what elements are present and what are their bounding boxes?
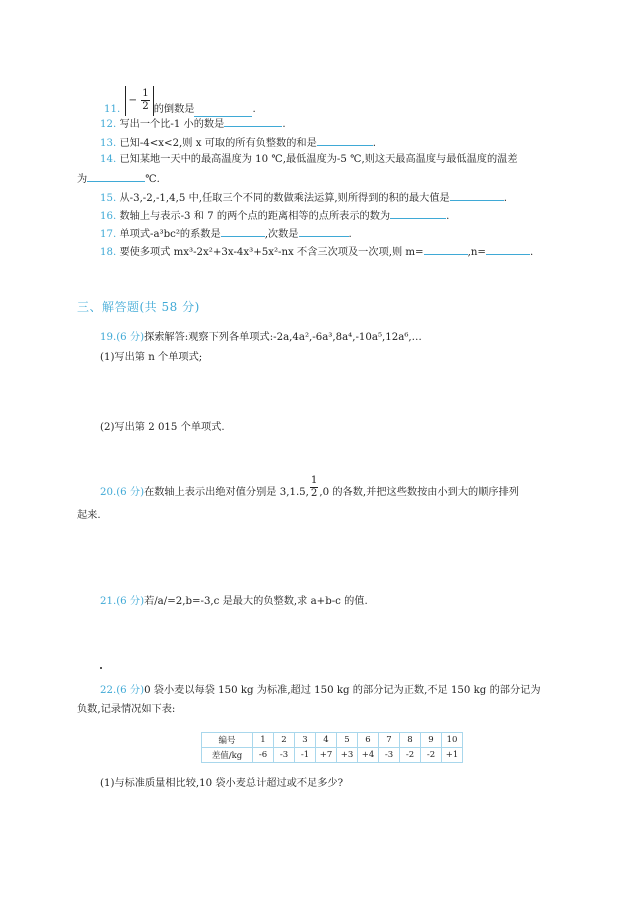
question-text: ,0 的各数,并把这些数按由小到大的顺序排列 (319, 487, 519, 498)
fraction-numerator: 1 (142, 87, 149, 99)
question-text: 从-3,-2,-1,4,5 中,任取三个不同的数做乘法运算,则所得到的积的最大值是 (119, 193, 450, 204)
table-header: 差值/kg (202, 748, 253, 763)
table-cell: 8 (400, 733, 421, 748)
question-number: 19. (100, 332, 117, 343)
fraction-numerator: 1 (310, 475, 318, 486)
question-text: 写出一个比-1 小的数是 (119, 119, 225, 130)
minus-sign: − (128, 95, 137, 106)
question-text: 0 袋小麦以每袋 150 kg 为标准,超过 150 kg 的部分记为正数,不足 150 kg 的部分记为 (144, 685, 541, 696)
answer-blank[interactable] (224, 116, 282, 127)
answer-blank-degree[interactable] (299, 226, 349, 237)
question-text: 的倒数是 (153, 104, 195, 115)
question-number: 20. (100, 487, 117, 498)
question-12 (100, 116, 286, 132)
question-number: 17. (100, 229, 117, 240)
question-22-part1: (1)与标准质量相比较,10 袋小麦总计超过或不足多少? (100, 778, 344, 789)
answer-blank-coefficient[interactable] (221, 226, 265, 237)
question-11 (104, 86, 256, 116)
question-text: 已知-4<x<2,则 x 可取的所有负整数的和是 (119, 138, 317, 149)
question-19 (100, 331, 422, 345)
question-20 (100, 468, 519, 500)
question-number: 13. (100, 138, 117, 149)
question-19-part1: (1)写出第 n 个单项式; (100, 352, 203, 363)
table-cell: -3 (274, 748, 295, 763)
question-16 (100, 208, 449, 224)
question-text: 在数轴上表示出绝对值分别是 3,1.5, (144, 487, 309, 498)
table-header: 编号 (202, 733, 253, 748)
period: . (348, 229, 352, 240)
answer-blank[interactable] (450, 190, 504, 201)
table-cell: -2 (400, 748, 421, 763)
score-label: (6 分) (116, 332, 145, 343)
table-cell: -3 (379, 748, 400, 763)
period: . (503, 193, 507, 204)
question-number: 15. (100, 193, 117, 204)
question-20-line2: 起来. (77, 510, 101, 521)
question-number: 21. (100, 596, 117, 607)
question-text: 探索解答:观察下列各单项式:-2a,4a²,-6a³,8a⁴,-10a⁵,12a⁶,… (144, 332, 422, 343)
question-13 (100, 135, 376, 151)
fraction-denominator: 2 (142, 100, 149, 112)
unit-text: ℃. (145, 174, 160, 185)
question-19-part2: (2)写出第 2 015 个单项式. (100, 422, 225, 433)
table-cell: +1 (442, 748, 463, 763)
question-number: 14. (100, 154, 117, 165)
answer-blank[interactable] (87, 171, 145, 182)
period: . (372, 138, 377, 149)
question-15 (100, 190, 507, 206)
answer-blank[interactable] (390, 208, 446, 219)
question-text: 已知某地一天中的最高温度为 10 ℃,最低温度为-5 ℃,则这天最高温度与最低温度的温差 (119, 154, 518, 165)
period: . (446, 211, 450, 222)
period: . (529, 247, 534, 258)
question-17 (100, 226, 352, 242)
table-cell: 9 (421, 733, 442, 748)
question-text: 若/a/=2,b=-3,c 是最大的负整数,求 a+b-c 的值. (144, 596, 368, 607)
question-21 (100, 595, 368, 609)
answer-blank-n[interactable] (486, 244, 530, 255)
answer-blank-m[interactable] (424, 244, 468, 255)
question-18 (100, 244, 533, 260)
stray-dot (100, 667, 102, 669)
table-row-number (202, 733, 463, 748)
period: . (282, 119, 286, 130)
table-cell: 5 (337, 733, 358, 748)
question-text: ,n= (467, 247, 486, 258)
question-text: 单项式-a³bc²的系数是 (119, 229, 221, 240)
absolute-value-expression (125, 86, 153, 116)
table-cell: 3 (295, 733, 316, 748)
fraction-one-half (141, 88, 149, 113)
fraction-one-half (310, 475, 318, 500)
question-text: ,次数是 (264, 229, 299, 240)
answer-blank[interactable] (317, 135, 373, 146)
table-cell: +4 (358, 748, 379, 763)
table-cell: -2 (421, 748, 442, 763)
fraction-denominator: 2 (310, 488, 318, 499)
table-cell: -1 (295, 748, 316, 763)
wheat-weight-table (201, 732, 463, 763)
question-text: 为 (77, 174, 88, 185)
question-22 (100, 684, 541, 698)
table-cell: 10 (442, 733, 463, 748)
table-cell: +7 (316, 748, 337, 763)
period: . (252, 104, 256, 115)
question-text: 要使多项式 mx³-2x²+3x-4x³+5x²-nx 不含三次项及一次项,则 m= (119, 247, 424, 258)
table-cell: 1 (253, 733, 274, 748)
question-22-line2: 负数,记录情况如下表: (77, 704, 176, 715)
table-cell: 4 (316, 733, 337, 748)
table-cell: +3 (337, 748, 358, 763)
score-label: (6 分) (116, 596, 145, 607)
question-number: 22. (100, 685, 117, 696)
table-row-difference (202, 748, 463, 763)
question-14-line2 (77, 171, 160, 187)
score-label: (6 分) (116, 685, 145, 696)
question-number: 16. (100, 211, 117, 222)
question-number: 11. (104, 104, 121, 115)
table-cell: 6 (358, 733, 379, 748)
section-heading: 三、解答题(共 58 分) (77, 300, 200, 314)
table-cell: 2 (274, 733, 295, 748)
score-label: (6 分) (116, 487, 145, 498)
question-number: 12. (100, 119, 117, 130)
question-14 (100, 153, 518, 167)
table-cell: -6 (253, 748, 274, 763)
question-text: 数轴上与表示-3 和 7 的两个点的距离相等的点所表示的数为 (119, 211, 391, 222)
question-number: 18. (100, 247, 117, 258)
table-cell: 7 (379, 733, 400, 748)
